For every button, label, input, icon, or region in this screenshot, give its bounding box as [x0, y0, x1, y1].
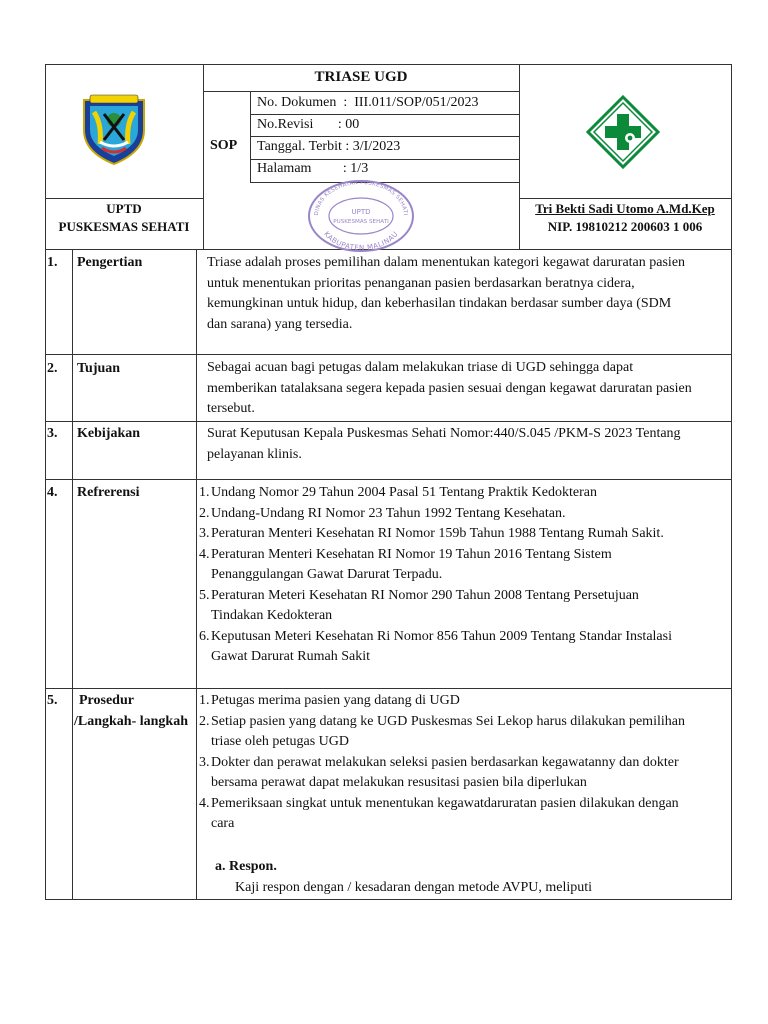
border-line [45, 64, 732, 65]
text-line: Surat Keputusan Kepala Puskesmas Sehati Nomor:440/S.045 /PKM-S 2023 Tentang [207, 426, 681, 441]
text-line: dan sarana) yang tersedia. [207, 316, 353, 332]
border-line [250, 91, 251, 183]
reference-list [199, 483, 672, 668]
text-line: pelayanan klinis. [207, 446, 302, 462]
section-text-pengertian [207, 253, 685, 335]
text-line: Peraturan Menteri Kesehatan RI Nomor 159b Tahun 1988 Tentang Rumah Sakit. [211, 526, 664, 541]
list-number: 5. [199, 587, 210, 603]
list-number: 3. [199, 754, 210, 770]
page-title: TRIASE UGD [314, 69, 408, 85]
stamp-bottom-text: KABUPATEN MALINAU [322, 230, 400, 253]
section-number: 2. [47, 361, 58, 376]
text-line: triase oleh petugas UGD [211, 734, 350, 749]
text-line: Tindakan Kedokteran [211, 608, 333, 623]
border-line [196, 249, 197, 900]
section-label-pengertian: Pengertian [77, 255, 143, 270]
stamp-center-line2: PUSKESMAS SEHATI [333, 219, 389, 225]
border-line [731, 64, 732, 900]
list-number: 2. [199, 713, 210, 729]
section-number: 1. [47, 255, 58, 270]
list-number: 4. [199, 795, 210, 811]
text-line: Sebagai acuan bagi petugas dalam melakukan triase di UGD sehingga dapat [207, 360, 634, 375]
border-line [72, 249, 73, 900]
text-line: Petugas merima pasien yang datang di UGD [211, 693, 460, 708]
text-line: Pemeriksaan singkat untuk menentukan kegawatdaruratan pasien dilakukan dengan [211, 795, 679, 811]
list-number: 1. [199, 485, 210, 500]
section-number: 3. [47, 426, 58, 441]
section-label-langkah: /Langkah- langkah [74, 714, 188, 729]
list-number: 6. [199, 628, 210, 644]
signer-nip: NIP. 19810212 200603 1 006 [547, 219, 703, 234]
text-line: bersama perawat dapat melakukan resusitasi pasien bila diperlukan [211, 775, 587, 790]
text-line: memberikan tatalaksana segera kepada pasien sesuai dengan kegawat daruratan pasien [207, 380, 692, 396]
border-line [45, 354, 732, 355]
section-text-tujuan [207, 358, 692, 420]
procedure-list [199, 691, 685, 835]
text-line: Peraturan Meteri Kesehatan RI Nomor 290 Tahun 2008 Tentang Persetujuan [211, 587, 639, 603]
text-line: Gawat Darurat Rumah Sakit [211, 649, 371, 664]
list-item [199, 794, 685, 835]
section-number: 5. [47, 693, 58, 708]
doc-issue-date: Tanggal. Terbit : 3/I/2023 [257, 139, 401, 154]
list-item [199, 545, 672, 586]
text-line: Dokter dan perawat melakukan seleksi pasien berdasarkan kegawatanny dan dokter [211, 754, 679, 770]
stamp-top-text: DINAS KESEHATAN PUSKESMAS SEHATI [313, 179, 409, 216]
text-line: Penanggulangan Gawat Darurat Terpadu. [211, 567, 443, 582]
list-item [199, 586, 672, 627]
list-item [199, 504, 672, 525]
border-line [45, 64, 46, 900]
list-number: 1. [199, 693, 210, 708]
section-label-kebijakan: Kebijakan [77, 426, 141, 441]
section-label-tujuan: Tujuan [77, 361, 121, 376]
doc-revision: No.Revisi : 00 [257, 117, 360, 132]
border-line [203, 91, 519, 92]
text-line: Keputusan Meteri Kesehatan Ri Nomor 856 Tahun 2009 Tentang Standar Instalasi [211, 628, 672, 644]
list-item [199, 483, 672, 504]
border-line [45, 899, 732, 900]
text-line: Triase adalah proses pemilihan dalam menentukan kategori kegawat daruratan pasien [207, 255, 686, 270]
puskesmas-cross-logo [586, 95, 660, 169]
list-number: 2. [199, 505, 210, 521]
section-number: 4. [47, 485, 58, 500]
text-line: tersebut. [207, 401, 255, 416]
list-number: 3. [199, 526, 210, 541]
border-line [45, 198, 203, 199]
section-text-kebijakan [207, 424, 681, 465]
list-item [199, 753, 685, 794]
stamp-center-line1: UPTD [351, 208, 371, 216]
doc-page: Halamam : 1/3 [257, 161, 369, 176]
doc-number: No. Dokumen : III.011/SOP/051/2023 [257, 95, 479, 110]
text-line: cara [211, 816, 235, 831]
sub-heading-respon: a. Respon. [215, 859, 277, 874]
border-line [45, 479, 732, 480]
list-item [199, 627, 672, 668]
list-item [199, 524, 672, 545]
text-line: Peraturan Menteri Kesehatan RI Nomor 19 Tahun 2016 Tentang Sistem [211, 546, 612, 562]
sub-text-respon: Kaji respon dengan / kesadaran dengan metode AVPU, meliputi [235, 880, 593, 895]
list-item [199, 691, 685, 712]
border-line [45, 688, 732, 689]
list-number: 4. [199, 546, 210, 562]
section-label-referensi: Refrerensi [77, 485, 140, 500]
text-line: Undang-Undang RI Nomor 23 Tahun 1992 Tentang Kesehatan. [211, 505, 566, 521]
text-line: kemungkinan untuk hidup, dan keberhasilan tindakan berdasar sumber daya (SDM [207, 296, 672, 311]
text-line: Setiap pasien yang datang ke UGD Puskesmas Sei Lekop harus dilakukan pemilihan [211, 713, 685, 729]
org-name: PUSKESMAS SEHATI [58, 219, 190, 234]
signer-name: Tri Bekti Sadi Utomo A.Md.Kep [535, 201, 715, 216]
border-line [45, 421, 732, 422]
svg-text:KABUPATEN MALINAU [322, 230, 400, 252]
border-line [519, 198, 731, 199]
text-line: untuk menentukan prioritas penanganan pasien berdasarkan beratnya cidera, [207, 275, 635, 291]
section-label-prosedur: Prosedur [79, 693, 134, 708]
list-item [199, 712, 685, 753]
text-line: Undang Nomor 29 Tahun 2004 Pasal 51 Tentang Praktik Kedokteran [211, 485, 597, 500]
kabupaten-malinau-logo [78, 90, 150, 166]
sop-label: SOP [210, 138, 238, 153]
official-stamp [306, 178, 416, 253]
org-unit: UPTD [106, 201, 142, 216]
